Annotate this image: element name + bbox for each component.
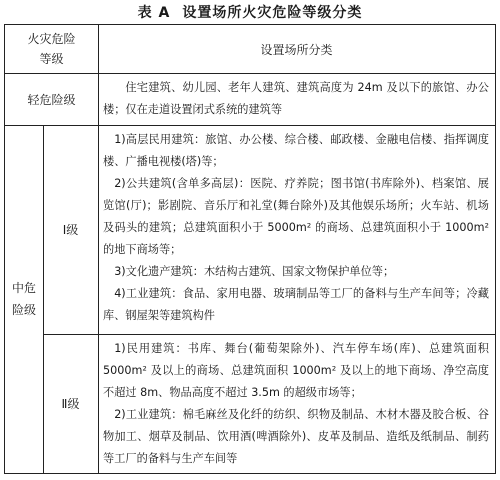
table-label: 表 A <box>137 5 171 21</box>
grade-col-divider <box>98 125 99 473</box>
table-title-text: 设置场所火灾危险等级分类 <box>182 5 363 21</box>
grade2-item: 2)工业建筑：棉毛麻丝及化纤的纺织、织物及制品、木材木器及胶合板、谷物加工、烟草及制品、饮用酒(啤酒除外)、皮革及制品、造纸及纸制品、制药等工厂的备料与生产车间等 <box>103 408 489 465</box>
grade2-item: 1)民用建筑：书库、舞台(葡萄架除外)、汽车停车场(库)、总建筑面积 5000m² 及以上的商场、总建筑面积 1000m² 及以上的地下商场、净空高度不超过 8m、物品高度不超过 3.5m 的超级市场等； <box>103 342 489 399</box>
hazard-classification-table <box>4 24 496 474</box>
grade1-description <box>103 129 489 332</box>
light-level: 轻危险级 <box>27 92 76 107</box>
grade2-description <box>103 338 489 471</box>
table-title <box>0 2 500 22</box>
grade-divider <box>43 334 495 335</box>
grade1-item: 4)工业建筑：食品、家用电器、玻璃制品等工厂的备料与生产车间等；冷藏库、钢屋架等建筑构件 <box>103 287 489 322</box>
grade1-item: 2)公共建筑(含单多高层)：医院、疗养院；图书馆(书库除外)、档案馆、展览馆(厅)；影剧院、音乐厅和礼堂(舞台除外)及其他娱乐场所；火车站、机场及码头的建筑；总建筑面积小于 5000m² 的商场、总建筑面积小于 1000m² 的地下商场等； <box>103 177 489 256</box>
header-category: 设置场所分类 <box>260 42 333 57</box>
light-description: 住宅建筑、幼儿园、老年人建筑、建筑高度为 24m 及以下的旅馆、办公楼；仅在走道设置闭式系统的建筑等 <box>103 81 489 116</box>
header-level: 火灾危险 等级 <box>27 32 76 66</box>
grade2-label: Ⅱ级 <box>61 397 80 411</box>
grade1-item: 1)高层民用建筑：旅馆、办公楼、综合楼、邮政楼、金融电信楼、指挥调度楼、广播电视楼(塔)等； <box>103 133 489 168</box>
grade1-item: 3)文化遗产建筑：木结构古建筑、国家文物保护单位等； <box>114 265 395 278</box>
grade1-label: Ⅰ级 <box>62 223 79 237</box>
medium-level: 中危 险级 <box>11 281 36 317</box>
